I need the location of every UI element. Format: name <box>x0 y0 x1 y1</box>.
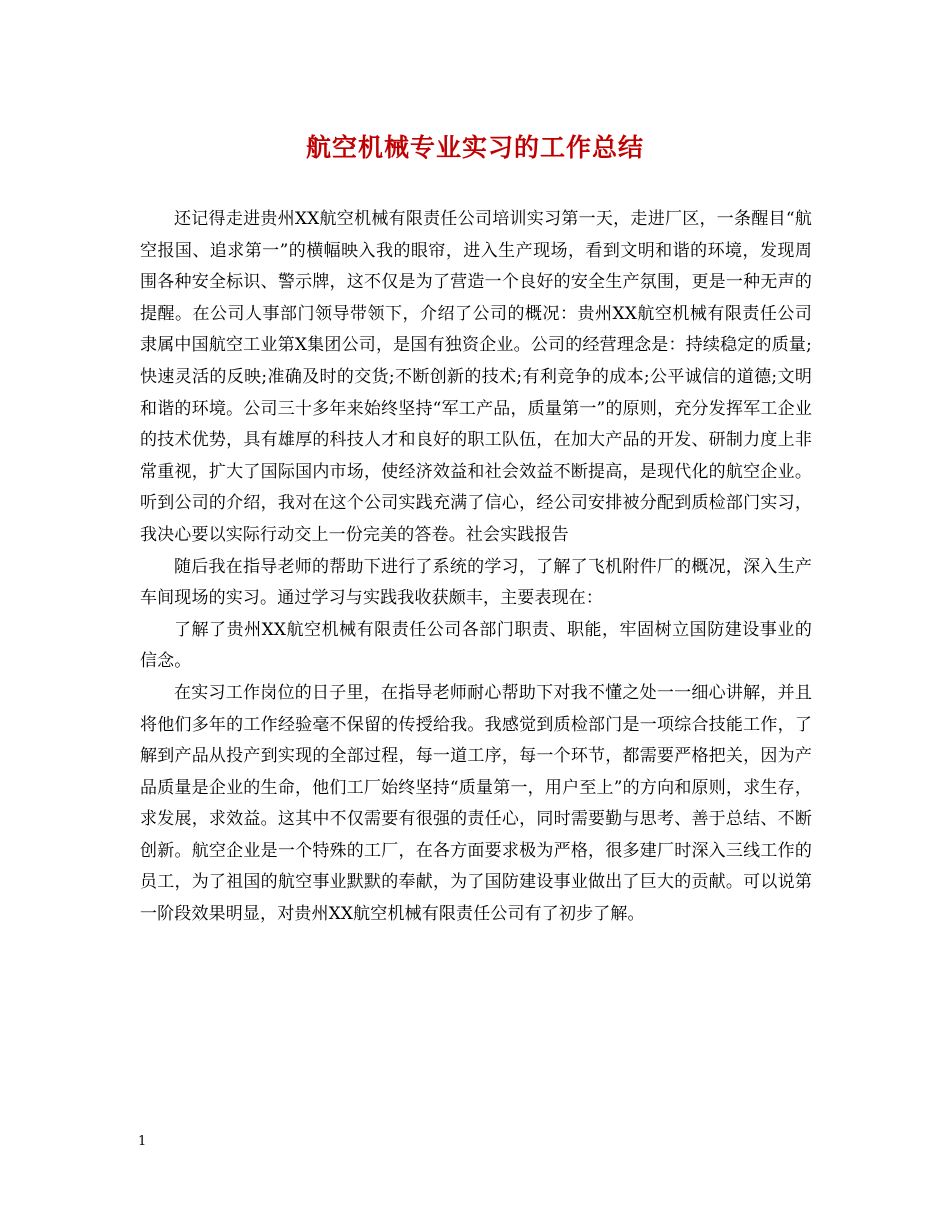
page-number: 1 <box>138 1134 147 1149</box>
paragraph-2: 随后我在指导老师的帮助下进行了系统的学习，了解了飞机附件厂的概况，深入生产车间现场的实习。通过学习与实践我收获颇丰，主要表现在： <box>140 556 812 609</box>
document-body <box>140 204 812 931</box>
paragraph-3: 了解了贵州XX航空机械有限责任公司各部门职责、职能，牢固树立国防建设事业的信念。 <box>140 619 812 672</box>
document-title: 航空机械专业实习的工作总结 <box>305 133 644 162</box>
paragraph-4: 在实习工作岗位的日子里，在指导老师耐心帮助下对我不懂之处一一细心讲解，并且将他们多年的工作经验毫不保留的传授给我。我感觉到质检部门是一项综合技能工作，了解到产品从投产到实现的全部过程，每一道工序，每一个环节，都需要严格把关，因为产品质量是企业的生命，他们工厂始终坚持“质量第一，用户至上”的方向和原则，求生存，求发展，求效益。这其中不仅需要有很强的责任心，同时需要勤与思考、善于总结、不断创新。航空企业是一个特殊的工厂，在各方面要求极为严格，很多建厂时深入三线工作的员工，为了祖国的航空事业默默的奉献，为了国防建设事业做出了巨大的贡献。可以说第一阶段效果明显，对贵州XX航空机械有限责任公司有了初步了解。 <box>140 682 812 925</box>
paragraph-1: 还记得走进贵州XX航空机械有限责任公司培训实习第一天，走进厂区，一条醒目“航空报国、追求第一”的横幅映入我的眼帘，进入生产现场，看到文明和谐的环境，发现周围各种安全标识、警示牌，这不仅是为了营造一个良好的安全生产氛围，更是一种无声的提醒。在公司人事部门领导带领下，介绍了公司的概况：贵州XX航空机械有限责任公司隶属中国航空工业第X集团公司，是国有独资企业。公司的经营理念是：持续稳定的质量;快速灵活的反映;准确及时的交货;不断创新的技术;有利竞争的成本;公平诚信的道德;文明和谐的环境。公司三十多年来始终坚持“军工产品，质量第一”的原则，充分发挥军工企业的技术优势，具有雄厚的科技人才和良好的职工队伍，在加大产品的开发、研制力度上非常重视，扩大了国际国内市场，使经济效益和社会效益不断提高，是现代化的航空企业。听到公司的介绍，我对在这个公司实践充满了信心，经公司安排被分配到质检部门实习，我决心要以实际行动交上一份完美的答卷。社会实践报告 <box>140 209 812 545</box>
